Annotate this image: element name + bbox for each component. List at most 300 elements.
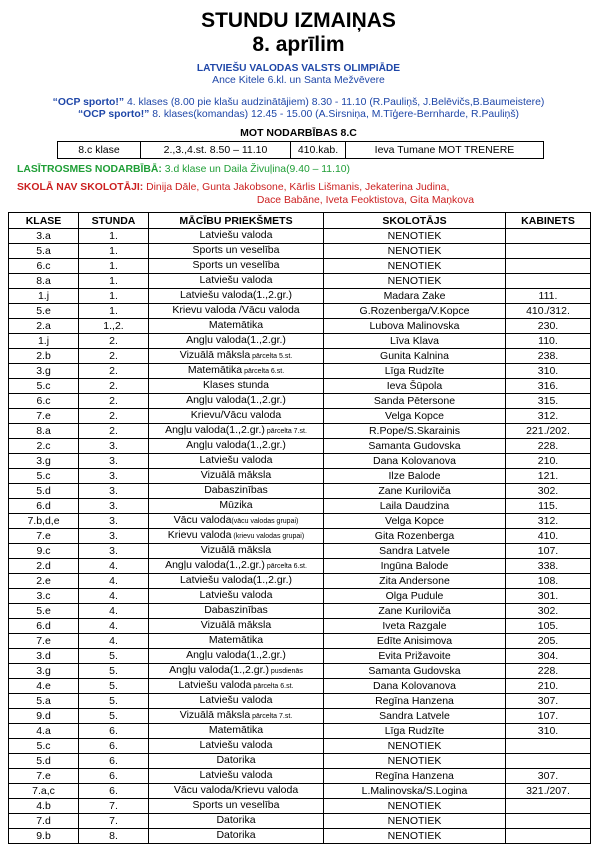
table-row <box>9 514 591 529</box>
subject-note: pārcelta 5.st. <box>250 353 293 360</box>
subject-name: Matemātika <box>208 724 264 736</box>
absent-label: SKOLĀ NAV SKOLOTĀJI: <box>17 182 144 193</box>
table-row <box>9 379 591 394</box>
subject-cell <box>149 769 324 784</box>
class-cell: 6.d <box>9 619 79 634</box>
room-cell: 307. <box>506 694 591 709</box>
lesson-cell: 1. <box>79 274 149 289</box>
subject-cell <box>149 634 324 649</box>
teacher-cell: Edīte Anisimova <box>324 634 506 649</box>
subject-name: Latviešu valoda <box>199 739 273 751</box>
mot-teacher-cell: Ieva Tumane MOT TRENERE <box>346 142 544 159</box>
lesson-cell: 2. <box>79 334 149 349</box>
subject-name: Angļu valoda(1.,2.gr.) <box>186 334 286 346</box>
subject-cell <box>149 754 324 769</box>
subject-cell <box>149 409 324 424</box>
class-cell: 3.g <box>9 454 79 469</box>
room-cell: 228. <box>506 439 591 454</box>
subject-name: Krievu/Vācu valoda <box>190 409 282 421</box>
subject-cell <box>149 499 324 514</box>
subject-cell <box>149 559 324 574</box>
class-cell: 1.j <box>9 289 79 304</box>
header-class: KLASE <box>9 213 79 229</box>
room-cell: 105. <box>506 619 591 634</box>
mot-class-cell: 8.c klase <box>58 142 141 159</box>
subject-cell <box>149 619 324 634</box>
teacher-cell: Līga Rudzīte <box>324 364 506 379</box>
room-cell: 307. <box>506 769 591 784</box>
lesson-cell: 3. <box>79 439 149 454</box>
subject-cell <box>149 364 324 379</box>
subject-name: Sports un veselība <box>192 244 280 256</box>
teacher-cell: Zita Andersone <box>324 574 506 589</box>
subject-cell <box>149 244 324 259</box>
teacher-cell: Gita Rozenberga <box>324 529 506 544</box>
teacher-cell: Iveta Razgale <box>324 619 506 634</box>
olympiad-participants: Ance Kitele 6.kl. un Santa Mežvēvere <box>212 75 385 86</box>
class-cell: 5.a <box>9 244 79 259</box>
subject-name: Dabaszinības <box>204 604 268 616</box>
room-cell: 121. <box>506 469 591 484</box>
subject-cell <box>149 469 324 484</box>
table-row <box>9 334 591 349</box>
table-body <box>9 229 591 844</box>
class-cell: 7.d <box>9 814 79 829</box>
room-cell: 315. <box>506 394 591 409</box>
ocp-text: 4. klases (8.00 pie klašu audzinātājiem) 8.30 - 11.10 (R.Pauliņš, J.Belēvičs,B.Baumeistere) <box>126 97 545 108</box>
table-row <box>9 649 591 664</box>
subject-cell <box>149 649 324 664</box>
class-cell: 2.a <box>9 319 79 334</box>
lesson-cell: 6. <box>79 724 149 739</box>
lesson-cell: 5. <box>79 694 149 709</box>
ocp-notice-8th-grades <box>0 109 597 121</box>
subject-cell <box>149 784 324 799</box>
teacher-cell: G.Rozenberga/V.Kopce <box>324 304 506 319</box>
room-cell: 115. <box>506 499 591 514</box>
class-cell: 3.d <box>9 649 79 664</box>
lesson-cell: 3. <box>79 469 149 484</box>
lesson-cell: 3. <box>79 454 149 469</box>
subject-cell <box>149 694 324 709</box>
header-room: KABINETS <box>506 213 591 229</box>
subject-cell <box>149 319 324 334</box>
subject-name: Angļu valoda(1.,2.gr.) <box>186 649 286 661</box>
teacher-cell: Līga Rudzīte <box>324 724 506 739</box>
subject-cell <box>149 229 324 244</box>
page-date: 8. aprīlim <box>252 33 345 56</box>
subject-cell <box>149 439 324 454</box>
subject-cell <box>149 544 324 559</box>
subject-cell <box>149 289 324 304</box>
lesson-cell: 2. <box>79 424 149 439</box>
subject-name: Latviešu valoda <box>199 229 273 241</box>
mot-title: MOT NODARBĪBAS 8.C <box>240 127 357 139</box>
subject-cell <box>149 514 324 529</box>
lesson-cell: 2. <box>79 379 149 394</box>
subject-name: Latviešu valoda <box>199 589 273 601</box>
subject-name: Angļu valoda(1.,2.gr.) <box>186 439 286 451</box>
lesson-cell: 1.,2. <box>79 319 149 334</box>
room-cell: 410. <box>506 529 591 544</box>
subject-name: Latviešu valoda <box>199 454 273 466</box>
subject-name: Dabaszinības <box>204 484 268 496</box>
table-row <box>9 634 591 649</box>
subject-name: Latviešu valoda <box>199 769 273 781</box>
lesson-cell: 4. <box>79 574 149 589</box>
teacher-cell: Laila Daudzina <box>324 499 506 514</box>
table-row <box>9 709 591 724</box>
subject-name: Datorika <box>216 814 256 826</box>
table-row <box>9 469 591 484</box>
absent-names-line1: Dinija Dāle, Gunta Jakobsone, Kārlis Lišmanis, Jekaterina Judina, <box>146 182 450 193</box>
class-cell: 8.a <box>9 424 79 439</box>
class-cell: 5.c <box>9 469 79 484</box>
room-cell: 111. <box>506 289 591 304</box>
room-cell: 205. <box>506 634 591 649</box>
subject-name: Vizuālā māksla <box>200 469 272 481</box>
table-row <box>9 499 591 514</box>
class-cell: 3.g <box>9 664 79 679</box>
header-subject: MĀCĪBU PRIEKŠMETS <box>149 213 324 229</box>
room-cell <box>506 754 591 769</box>
teacher-cell: Madara Zake <box>324 289 506 304</box>
room-cell <box>506 739 591 754</box>
teacher-cell: Dana Kolovanova <box>324 679 506 694</box>
subject-name: Sports un veselība <box>192 259 280 271</box>
teacher-cell: R.Pope/S.Skarainis <box>324 424 506 439</box>
subject-cell <box>149 274 324 289</box>
class-cell: 7.b,d,e <box>9 514 79 529</box>
table-row <box>9 259 591 274</box>
lesson-cell: 6. <box>79 784 149 799</box>
lesson-cell: 7. <box>79 814 149 829</box>
lesson-cell: 2. <box>79 364 149 379</box>
subject-name: Latviešu valoda(1.,2.gr.) <box>179 574 293 586</box>
subject-name: Vizuālā māksla <box>200 544 272 556</box>
lesson-cell: 8. <box>79 829 149 844</box>
subject-name: Vizuālā māksla <box>179 349 251 361</box>
class-cell: 3.g <box>9 364 79 379</box>
room-cell: 316. <box>506 379 591 394</box>
teacher-cell: Dana Kolovanova <box>324 454 506 469</box>
room-cell: 301. <box>506 589 591 604</box>
subject-name: Matemātika <box>208 634 264 646</box>
subject-cell <box>149 454 324 469</box>
subject-name: Angļu valoda(1.,2.gr.) <box>165 559 265 571</box>
lesson-cell: 5. <box>79 664 149 679</box>
table-row <box>9 529 591 544</box>
teacher-cell: Samanta Gudovska <box>324 664 506 679</box>
room-cell: 312. <box>506 409 591 424</box>
subject-name: Krievu valoda /Vācu valoda <box>172 304 300 316</box>
table-row <box>9 664 591 679</box>
room-cell: 210. <box>506 679 591 694</box>
table-row <box>9 784 591 799</box>
room-cell <box>506 229 591 244</box>
subject-name: Latviešu valoda <box>178 679 252 691</box>
subject-name: Sports un veselība <box>192 799 280 811</box>
class-cell: 9.b <box>9 829 79 844</box>
teacher-cell: NENOTIEK <box>324 229 506 244</box>
lesson-cell: 6. <box>79 739 149 754</box>
absent-teachers-notice <box>17 182 449 194</box>
room-cell: 230. <box>506 319 591 334</box>
table-row <box>9 679 591 694</box>
subject-name: Mūzika <box>219 499 253 511</box>
lesson-cell: 1. <box>79 229 149 244</box>
subject-note: pārcelta 6.st. <box>251 683 294 690</box>
teacher-cell: Evita Prižavoite <box>324 649 506 664</box>
subject-cell <box>149 259 324 274</box>
mot-room-cell: 410.kab. <box>291 142 346 159</box>
subject-name: Latviešu valoda <box>199 694 273 706</box>
class-cell: 9.d <box>9 709 79 724</box>
table-row <box>9 394 591 409</box>
table-row <box>9 769 591 784</box>
subject-name: Latviešu valoda <box>199 274 273 286</box>
lesson-cell: 3. <box>79 499 149 514</box>
lesson-cell: 4. <box>79 589 149 604</box>
class-cell: 1.j <box>9 334 79 349</box>
lesson-cell: 5. <box>79 709 149 724</box>
table-header-row <box>9 213 591 229</box>
subject-cell <box>149 709 324 724</box>
class-cell: 2.e <box>9 574 79 589</box>
table-row <box>9 604 591 619</box>
subject-name: Vācu valoda/Krievu valoda <box>173 784 299 796</box>
table-row <box>9 274 591 289</box>
subject-name: Angļu valoda(1.,2.gr.) <box>186 394 286 406</box>
subject-cell <box>149 739 324 754</box>
teacher-cell: Gunita Kalnina <box>324 349 506 364</box>
ocp-label: “OCP sporto!” <box>77 109 150 120</box>
class-cell: 5.c <box>9 739 79 754</box>
table-row <box>9 484 591 499</box>
subject-note: pārcelta 7.st. <box>250 713 293 720</box>
subject-name: Krievu valoda <box>167 529 232 541</box>
room-cell <box>506 814 591 829</box>
absent-names-line2: Dace Babāne, Iveta Feoktistova, Gita Maņkova <box>256 195 474 206</box>
class-cell: 8.a <box>9 274 79 289</box>
reading-notice <box>17 164 350 176</box>
subject-name: Matemātika <box>208 319 264 331</box>
class-cell: 6.c <box>9 394 79 409</box>
teacher-cell: Līva Klava <box>324 334 506 349</box>
subject-name: Datorika <box>216 754 256 766</box>
schedule-changes-table <box>8 212 591 844</box>
room-cell: 410./312. <box>506 304 591 319</box>
subject-cell <box>149 379 324 394</box>
lesson-cell: 1. <box>79 304 149 319</box>
teacher-cell: NENOTIEK <box>324 814 506 829</box>
room-cell <box>506 829 591 844</box>
class-cell: 5.e <box>9 604 79 619</box>
subject-name: Matemātika <box>187 364 243 376</box>
lesson-cell: 3. <box>79 514 149 529</box>
mot-time-cell: 2.,3.,4.st. 8.50 – 11.10 <box>141 142 291 159</box>
teacher-cell: Velga Kopce <box>324 409 506 424</box>
table-row <box>9 814 591 829</box>
subject-name: Angļu valoda(1.,2.gr.) <box>165 424 265 436</box>
subject-cell <box>149 799 324 814</box>
teacher-cell: Olga Pudule <box>324 589 506 604</box>
olympiad-title: LATVIEŠU VALODAS VALSTS OLIMPIĀDE <box>196 63 401 74</box>
class-cell: 4.e <box>9 679 79 694</box>
mot-table <box>57 141 544 159</box>
subject-cell <box>149 334 324 349</box>
ocp-text: 8. klases(komandas) 12.45 - 15.00 (A.Sirsniņa, M.Tīģere-Bernharde, R.Pauliņš) <box>152 109 519 120</box>
subject-name: Vizuālā māksla <box>179 709 251 721</box>
subject-note: pārcelta 7.st. <box>264 428 307 435</box>
table-row <box>9 424 591 439</box>
class-cell: 7.e <box>9 409 79 424</box>
subject-cell <box>149 304 324 319</box>
class-cell: 5.a <box>9 694 79 709</box>
room-cell <box>506 259 591 274</box>
table-row <box>9 799 591 814</box>
class-cell: 6.d <box>9 499 79 514</box>
mot-row <box>58 142 544 159</box>
subject-name: Latviešu valoda(1.,2.gr.) <box>179 289 293 301</box>
room-cell: 310. <box>506 724 591 739</box>
subject-cell <box>149 589 324 604</box>
lesson-cell: 4. <box>79 634 149 649</box>
lesson-cell: 2. <box>79 394 149 409</box>
subject-name: Vizuālā māksla <box>200 619 272 631</box>
lesson-cell: 4. <box>79 619 149 634</box>
subject-note: pusdienās <box>268 668 303 675</box>
room-cell: 228. <box>506 664 591 679</box>
subject-name: Klases stunda <box>203 379 269 391</box>
class-cell: 2.c <box>9 439 79 454</box>
class-cell: 3.c <box>9 589 79 604</box>
teacher-cell: Regīna Hanzena <box>324 694 506 709</box>
table-row <box>9 574 591 589</box>
class-cell: 6.c <box>9 259 79 274</box>
table-row <box>9 289 591 304</box>
teacher-cell: Sandra Latvele <box>324 709 506 724</box>
room-cell: 238. <box>506 349 591 364</box>
teacher-cell: NENOTIEK <box>324 274 506 289</box>
room-cell: 302. <box>506 484 591 499</box>
page-title: STUNDU IZMAIŅAS <box>201 9 396 32</box>
lesson-cell: 5. <box>79 649 149 664</box>
subject-note: (vācu valodas grupai) <box>231 518 299 525</box>
subject-cell <box>149 574 324 589</box>
room-cell <box>506 244 591 259</box>
room-cell <box>506 799 591 814</box>
teacher-cell: Ieva Šūpola <box>324 379 506 394</box>
teacher-cell: NENOTIEK <box>324 829 506 844</box>
lesson-cell: 1. <box>79 289 149 304</box>
class-cell: 4.b <box>9 799 79 814</box>
room-cell: 210. <box>506 454 591 469</box>
subject-name: Vācu valoda <box>173 514 232 526</box>
subject-cell <box>149 394 324 409</box>
teacher-cell: Ingūna Balode <box>324 559 506 574</box>
class-cell: 3.a <box>9 229 79 244</box>
table-row <box>9 304 591 319</box>
table-row <box>9 829 591 844</box>
class-cell: 2.b <box>9 349 79 364</box>
header-teacher: SKOLOTĀJS <box>324 213 506 229</box>
subject-note: pārcelta 6.st. <box>264 563 307 570</box>
teacher-cell: Zane Kuriloviča <box>324 484 506 499</box>
table-row <box>9 454 591 469</box>
table-row <box>9 364 591 379</box>
lesson-cell: 1. <box>79 244 149 259</box>
teacher-cell: NENOTIEK <box>324 799 506 814</box>
teacher-cell: Samanta Gudovska <box>324 439 506 454</box>
class-cell: 7.a,c <box>9 784 79 799</box>
table-row <box>9 409 591 424</box>
room-cell: 107. <box>506 544 591 559</box>
lesson-cell: 4. <box>79 559 149 574</box>
table-row <box>9 739 591 754</box>
lesson-cell: 1. <box>79 259 149 274</box>
subject-cell <box>149 664 324 679</box>
class-cell: 2.d <box>9 559 79 574</box>
subject-cell <box>149 724 324 739</box>
subject-cell <box>149 424 324 439</box>
lesson-cell: 7. <box>79 799 149 814</box>
subject-cell <box>149 829 324 844</box>
teacher-cell: Ilze Balode <box>324 469 506 484</box>
room-cell: 107. <box>506 709 591 724</box>
room-cell: 302. <box>506 604 591 619</box>
header-lesson: STUNDA <box>79 213 149 229</box>
teacher-cell: Sandra Latvele <box>324 544 506 559</box>
table-row <box>9 439 591 454</box>
lesson-cell: 2. <box>79 409 149 424</box>
class-cell: 4.a <box>9 724 79 739</box>
table-row <box>9 229 591 244</box>
teacher-cell: Zane Kuriloviča <box>324 604 506 619</box>
room-cell <box>506 274 591 289</box>
class-cell: 5.e <box>9 304 79 319</box>
room-cell: 304. <box>506 649 591 664</box>
ocp-notice-4th-grades <box>0 97 597 109</box>
class-cell: 5.c <box>9 379 79 394</box>
table-row <box>9 619 591 634</box>
room-cell: 108. <box>506 574 591 589</box>
class-cell: 9.c <box>9 544 79 559</box>
room-cell: 312. <box>506 514 591 529</box>
room-cell: 221./202. <box>506 424 591 439</box>
lesson-cell: 6. <box>79 754 149 769</box>
table-row <box>9 559 591 574</box>
teacher-cell: NENOTIEK <box>324 244 506 259</box>
table-row <box>9 589 591 604</box>
table-row <box>9 724 591 739</box>
table-row <box>9 544 591 559</box>
lesson-cell: 4. <box>79 604 149 619</box>
class-cell: 5.d <box>9 754 79 769</box>
subject-cell <box>149 349 324 364</box>
table-row <box>9 754 591 769</box>
subject-cell <box>149 529 324 544</box>
teacher-cell: Regīna Hanzena <box>324 769 506 784</box>
subject-note: (krievu valodas grupai) <box>231 533 305 540</box>
table-row <box>9 694 591 709</box>
lesson-cell: 3. <box>79 484 149 499</box>
subject-cell <box>149 814 324 829</box>
subject-name: Datorika <box>216 829 256 841</box>
teacher-cell: NENOTIEK <box>324 754 506 769</box>
reading-text: 3.d klase un Daila Živuļina(9.40 – 11.10) <box>164 164 350 175</box>
table-row <box>9 349 591 364</box>
